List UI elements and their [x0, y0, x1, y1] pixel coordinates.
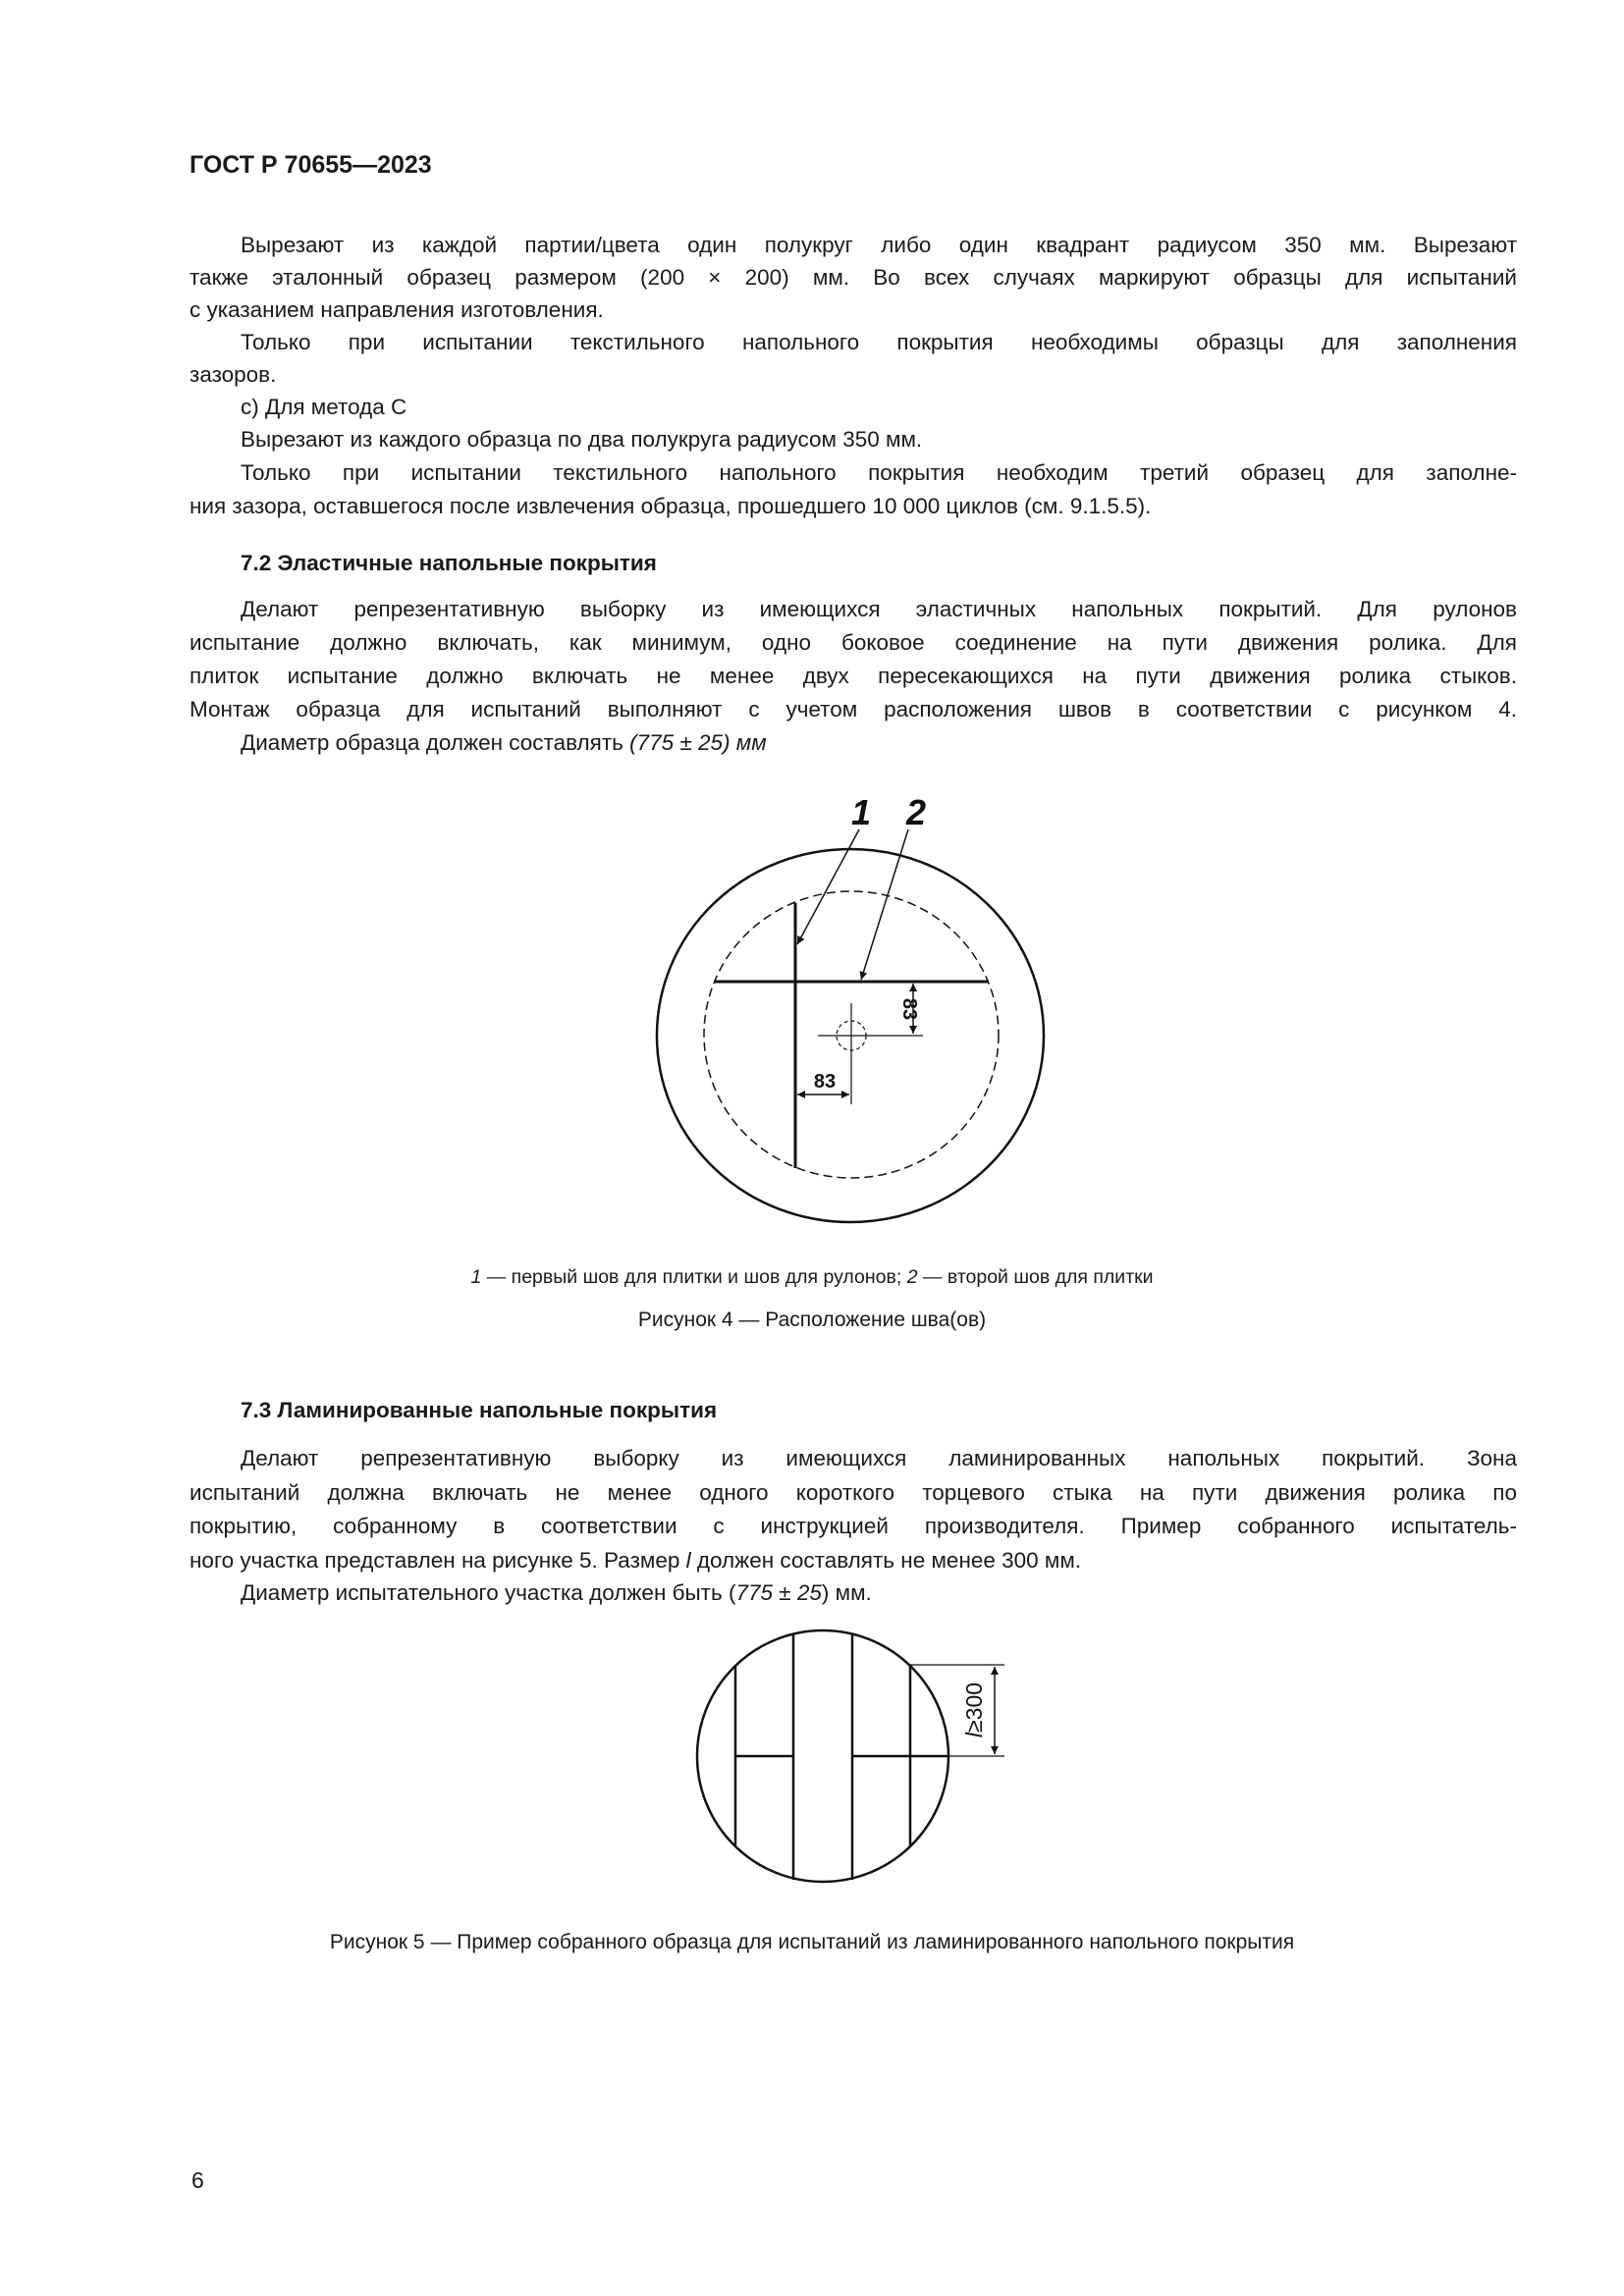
text: Диаметр образца должен составлять [241, 730, 630, 755]
paragraph-line: Вырезают из каждого образца по два полукруга радиусом 350 мм. [241, 427, 923, 452]
dim-var: l [961, 1732, 987, 1738]
figure-5-caption: Рисунок 5 — Пример собранного образца для испытаний из ламинированного напольного покрытия [329, 1931, 1295, 1953]
diameter-value: 775 ± 25 [735, 1580, 822, 1605]
paragraph-line: Делают репрезентативную выборку из имеющихся эластичных напольных покрытий. Для рулонов [241, 597, 1517, 621]
dimension-horizontal: 83 [813, 1071, 837, 1093]
legend-text: — первый шов для плитки и шов для рулонов; [481, 1266, 907, 1288]
section-heading-7-3: 7.3 Ламинированные напольные покрытия [241, 1398, 718, 1422]
list-item-c: с) Для метода С [241, 395, 407, 419]
leader-1 [797, 829, 859, 944]
paragraph-line: Только при испытании текстильного напольного покрытия необходим третий образец для заполне- [241, 460, 1517, 485]
paragraph-line: также эталонный образец размером (200 × 200) мм. Во всех случаях маркируют образцы для испытаний [189, 265, 1517, 290]
paragraph-line: испытание должно включать, как минимум, одно боковое соединение на пути движения ролика. Для [189, 630, 1517, 655]
label-1: 1 [850, 792, 872, 832]
paragraph-line [189, 1577, 1517, 1609]
legend-num: 1 [470, 1266, 482, 1288]
paragraph-line: Делают репрезентативную выборку из имеющихся ламинированных напольных покрытий. Зона [241, 1446, 1517, 1470]
page-number: 6 [191, 2167, 204, 2193]
diameter-value: (775 ± 25) мм [629, 730, 767, 755]
legend-num: 2 [906, 1266, 918, 1288]
paragraph-line: испытаний должна включать не менее одного короткого торцевого стыка на пути движения ролика по [189, 1480, 1517, 1505]
paragraph-line: плиток испытание должно включать не менее двух пересекающихся на пути движения ролика стыков. [189, 664, 1517, 688]
dimension-vertical: 83 [898, 997, 920, 1021]
paragraph-line: покрытию, собранному в соответствии с инструкцией производителя. Пример собранного испытатель- [189, 1514, 1517, 1538]
dim-value: ≥300 [961, 1682, 987, 1733]
document-header: ГОСТ Р 70655—2023 [189, 151, 432, 179]
variable-l: l [685, 1548, 691, 1573]
paragraph-line: с указанием направления изготовления. [189, 297, 604, 322]
label-2: 2 [905, 792, 927, 832]
text: ного участка представлен на рисунке 5. Размер [189, 1548, 686, 1573]
paragraph-line [189, 1545, 1517, 1576]
legend-text: — второй шов для плитки [917, 1266, 1154, 1288]
figure-4-caption: Рисунок 4 — Расположение шва(ов) [637, 1308, 987, 1331]
section-heading-7-2: 7.2 Эластичные напольные покрытия [241, 551, 657, 575]
dimension-l [961, 1682, 987, 1737]
text: Диаметр испытательного участка должен быть ( [241, 1580, 736, 1605]
paragraph-line: зазоров. [189, 362, 277, 387]
paragraph-line: Только при испытании текстильного напольного покрытия необходимы образцы для заполнения [241, 330, 1517, 354]
text: должен составлять не менее 300 мм. [690, 1548, 1082, 1573]
paragraph-line: ния зазора, оставшегося после извлечения образца, прошедшего 10 000 циклов (см. 9.1.5.5). [189, 494, 1152, 518]
figure-4-legend [0, 1266, 1624, 1289]
text: ) мм. [821, 1580, 872, 1605]
paragraph-line: Монтаж образца для испытаний выполняют с учетом расположения швов в соответствии с рисунком 4. [189, 697, 1517, 721]
paragraph-line: Вырезают из каждой партии/цвета один полукруг либо один квадрант радиусом 350 мм. Вырезают [241, 233, 1517, 257]
